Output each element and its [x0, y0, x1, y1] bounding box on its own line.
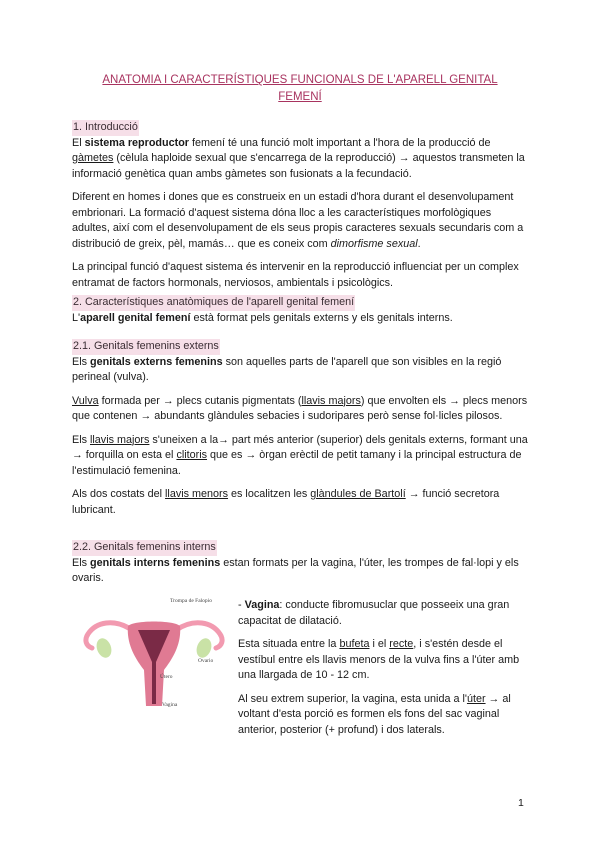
section-heading: 2. Característiques anatòmiques de l'aparell genital femení [72, 295, 355, 311]
section-introduccio [72, 120, 528, 299]
paragraph: Als dos costats del llavis menors es localitzen les glàndules de Bartolí → funció secretora lubricant. [72, 488, 500, 516]
paragraph: Esta situada entre la bufeta i el recte, i s'estén desde el vestíbul entre els llavis menors de la vulva fins a l'úter amb una llargada de 10 - 12 cm. [238, 638, 520, 681]
label-ovario: Ovario [198, 658, 214, 664]
paragraph: - Vagina: conducte fibromusuclar que posseeix una gran capacitat de dilatació. [238, 599, 510, 627]
paragraph: La principal funció d'aquest sistema és intervenir en la reproducció influenciat per un complex entramat de factors hormonals, nerviosos, ambientals i psicològics. [72, 261, 519, 289]
section-caracteristiques [72, 295, 528, 334]
ovary-right [194, 636, 214, 660]
label-trompa: Trompa de Falopio [170, 598, 212, 604]
section-genitals-interns [72, 540, 528, 595]
paragraph: Els genitals externs femenins son aquelles parts de l'aparell que son visibles en la regió perineal (vulva). [72, 355, 502, 383]
label-vagina: Vagina [162, 702, 178, 708]
paragraph: L'aparell genital femení està format pels genitals externs y els genitals interns. [72, 311, 453, 324]
paragraph: Al seu extrem superior, la vagina, esta unida a l'úter → al voltant d'esta porció es formen els fons del sac vaginal anterior, posterior (+ profund) i dos laterals. [238, 692, 511, 736]
paragraph: Els llavis majors s'uneixen a la→ part més anterior (superior) dels genitals externs, formant una → forquilla on esta el clitoris que es → òrgan erèctil de petit tamany i la principal estructura de l'estimulació femenina. [72, 433, 528, 477]
paragraph: Diferent en homes i dones que es construeix en un estadi d'hora durant el desenvolupament embrionari. La formació d'aquest sistema dóna lloc a les característiques morfològiques adultes, així com el desenvolupament de els seus propis caracteres sexuals secundaris com a distribució de greix, pèl, mamás… que es coneix com dimorfisme sexual. [72, 191, 524, 250]
paragraph: Vulva formada per → plecs cutanis pigmentats (llavis majors) que envolten els → plecs menors que contenen → abundants glàndules sebacies i sudoripares però sense fol·licles pilosos. [72, 394, 528, 422]
paragraph: El sistema reproductor femení té una funció molt important a l'hora de la producció de gàmetes (cèlula haploide sexual que s'encarrega de la reproducció) → aquestos transmeten la informació genètica quan ambs gàmetes son fusionats a la fecundació. [72, 136, 525, 180]
uterus-diagram [74, 596, 234, 716]
title-line-1: ANATOMIA I CARACTERÍSTIQUES FUNCIONALS DE L'APARELL GENITAL [102, 74, 498, 86]
page-number: 1 [518, 797, 524, 809]
section-heading: 1. Introducció [72, 120, 139, 136]
section-genitals-externs [72, 339, 528, 526]
label-utero: Útero [160, 674, 173, 680]
document-title [72, 72, 528, 106]
uterus-illustration [74, 596, 234, 716]
paragraph: Els genitals interns femenins estan formats per la vagina, l'úter, les trompes de fal·lopi y els ovaris. [72, 556, 519, 584]
vagina-description [238, 598, 528, 746]
section-heading: 2.2. Genitals femenins interns [72, 540, 217, 556]
section-heading: 2.1. Genitals femenins externs [72, 339, 220, 355]
ovary-left [94, 636, 114, 660]
title-line-2: FEMENÍ [278, 91, 322, 103]
